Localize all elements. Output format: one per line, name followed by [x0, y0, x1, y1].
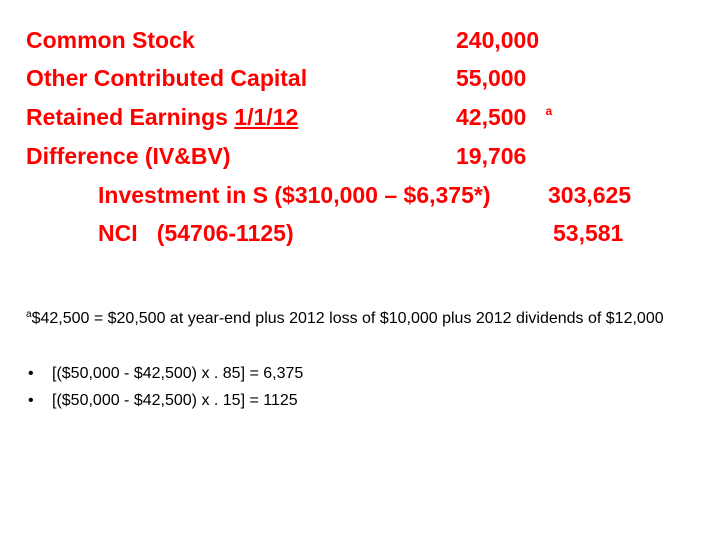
footnote-marker: a — [26, 309, 32, 320]
entry-row-common-stock — [0, 23, 720, 57]
entry-row-retained-earnings — [0, 100, 720, 134]
notes — [26, 308, 706, 409]
entry-row-nci — [0, 216, 720, 250]
entry-value-amount: 42,500 — [456, 104, 527, 130]
bullet-text: [($50,000 - $42,500) x . 85] = 6,375 — [52, 365, 304, 382]
entry-label: Other Contributed Capital — [26, 65, 308, 91]
entry-value: 19,706 — [456, 143, 527, 169]
entry-value: 53,581 — [553, 220, 624, 246]
bullet-icon: • — [28, 392, 34, 409]
footnote-marker: a — [545, 104, 553, 118]
entry-label: Common Stock — [26, 27, 195, 53]
entry-value: 240,000 — [456, 27, 540, 53]
entry-label — [26, 100, 298, 134]
bullet-icon: • — [28, 365, 34, 382]
entry-label: Difference (IV&BV) — [26, 143, 231, 169]
entry-label: Investment in S ($310,000 – $6,375*) — [98, 182, 491, 208]
entry-row-other-contributed-capital — [0, 61, 720, 95]
entry-value: 303,625 — [548, 182, 632, 208]
entry-value: 55,000 — [456, 65, 527, 91]
entry-row-difference — [0, 139, 720, 173]
entry-value — [456, 100, 552, 138]
entry-label-prefix: Retained Earnings — [26, 104, 235, 130]
entry-label-date: 1/1/12 — [234, 104, 299, 130]
entry-label: NCI (54706-1125) — [98, 220, 294, 246]
footnote — [26, 308, 706, 332]
footnote-text: $42,500 = $20,500 at year-end plus 2012 loss of $10,000 plus 2012 dividends of $12,000 — [31, 310, 664, 327]
entry-row-investment-in-s — [0, 178, 720, 212]
bullet-text: [($50,000 - $42,500) x . 15] = 1125 — [52, 392, 298, 409]
